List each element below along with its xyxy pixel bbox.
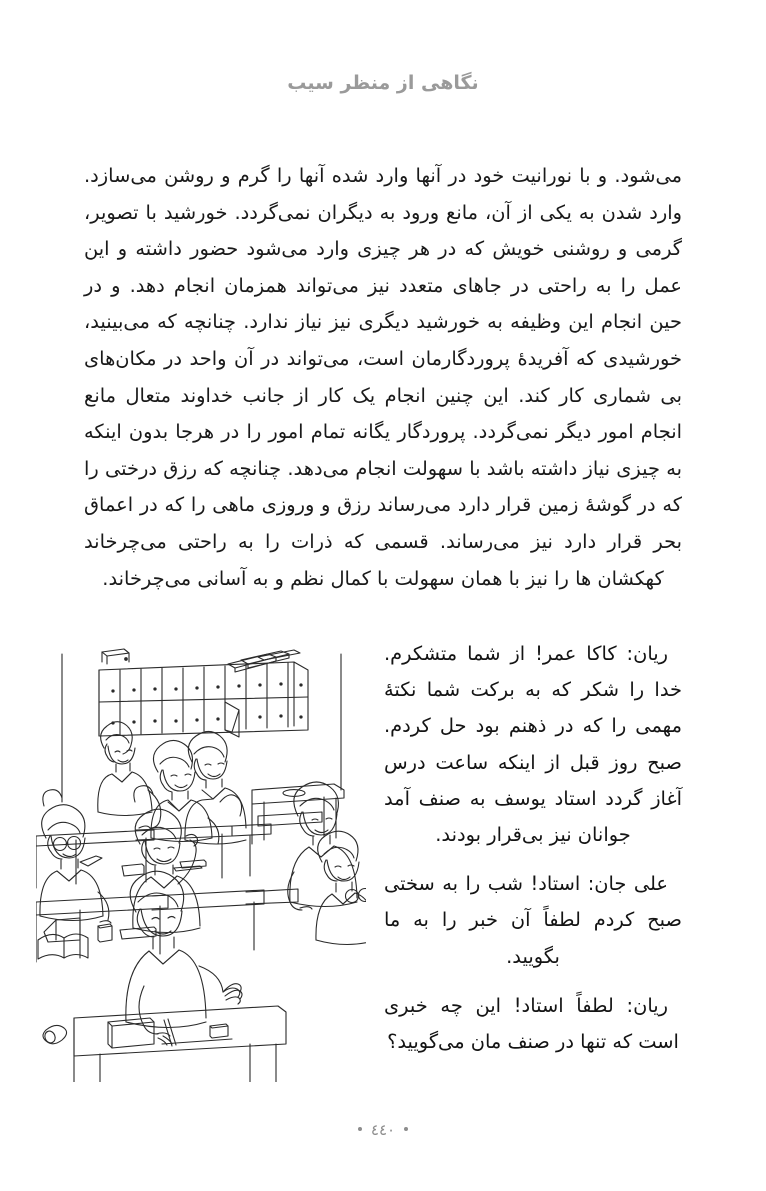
dialogue-line: علی جان: استاد! شب را به سختی صبح کردم لطفاً آن خبر را به ما بگویید. (384, 872, 682, 968)
chair-backs (43, 786, 242, 816)
dialogue-column (384, 636, 682, 1060)
folio-left-marker (404, 1127, 408, 1131)
student-back-left (98, 722, 161, 828)
desk-row-middle (36, 889, 298, 962)
student-glasses-right (346, 889, 367, 903)
folio (0, 1121, 766, 1140)
locker-bank (99, 649, 308, 737)
body-paragraph: می‌شود. و با نورانیت خود در آنها وارد شده آنها را گرم و روشن می‌سازد. وارد شدن به یکی از آن، مانع ورود به دیگران نمی‌گردد. خورشید با تصویر، گرمی و روشنی خویش که در هر چیزی وارد می‌شود حضور داشته و این عمل را به راحتی در جاهای متعدد نیز می‌تواند همزمان انجام دهد. و در حین انجام این وظیفه به خورشید دیگری نیز نیاز ندارد. چنانچه که می‌بینید، خورشیدی که آفریدهٔ پروردگارمان است، می‌تواند در آن واحد در مکان‌های بی شماری کار کند. این چنین انجام یک کار از جانب خداوند متعال مانع انجام امور دیگر نمی‌گردد. پروردگار یگانه تمام امور را در هرجا بدون اینکه به چیزی نیاز داشته باشد با سهولت انجام می‌دهد. چنانچه که رزق درختی را که در گوشهٔ زمین قرار دارد می‌رساند رزق و وروزی ماهی را که در اعماق بحر قرار دارد نیز می‌رساند. قسمی که ذرات را به راحتی می‌چرخاند کهکشان ها را نیز با همان سهولت با کمال نظم و به آسانی می‌چرخاند. (84, 164, 682, 590)
dialogue-line: ریان: لطفاً استاد! این چه خبری است که تنها در صنف مان می‌گویید؟ (384, 993, 679, 1054)
classroom-illustration (36, 640, 366, 1082)
folio-page-number: ٤٤٠ (370, 1121, 396, 1139)
desk-items-back (80, 856, 206, 876)
body-text-block (84, 158, 682, 597)
running-head-title: نگاهی از منظر سیب (287, 72, 479, 94)
desk-row-front (43, 1006, 286, 1082)
lower-region (0, 636, 766, 1088)
dialogue-line: ریان: کاکا عمر! از شما متشکرم. خدا را شکر که به برکت شما نکتهٔ مهمی را که در ذهنم بود حل کردم. صبح روز قبل از اینکه ساعت درس آغاز گردد استاد یوسف به صنف آمد جوانان نیز بی‌قرار بودند. (384, 642, 682, 847)
folio-right-marker (358, 1127, 362, 1131)
classroom-line-art-svg (36, 640, 366, 1082)
student-right-lower (316, 831, 366, 944)
